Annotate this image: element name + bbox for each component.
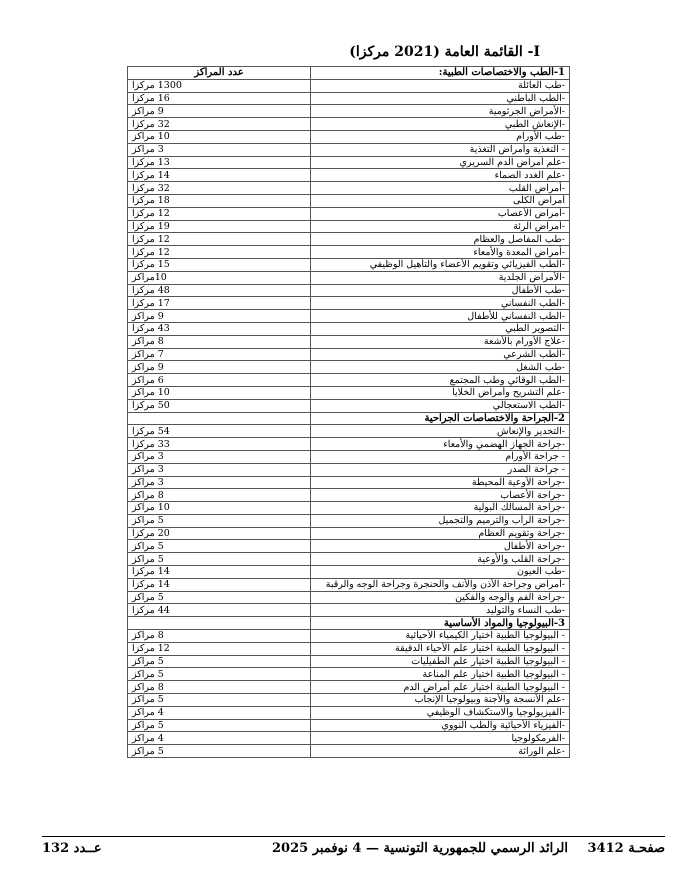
table-row — [128, 130, 570, 143]
specialty-name: - البيولوجيا الطبية اختيار علم الطفيليات — [311, 655, 570, 668]
table-row — [128, 105, 570, 118]
table-row — [128, 540, 570, 553]
center-count: 5 مراكز — [128, 540, 311, 553]
specialty-name: -جراحة الأطفال — [311, 540, 570, 553]
center-count: 8 مراكز — [128, 630, 311, 643]
table-row — [128, 630, 570, 643]
center-count: 3 مراكز — [128, 476, 311, 489]
specialty-name: -طب الشغل — [311, 361, 570, 374]
specialty-name: -أمراض الأعصاب — [311, 207, 570, 220]
specialty-name: -الفيزيولوجيا والاستكشاف الوظيفي — [311, 706, 570, 719]
center-count: 14 مركزا — [128, 169, 311, 182]
center-count: 10 مراكز — [128, 130, 311, 143]
table-row — [128, 386, 570, 399]
center-count: 5 مراكز — [128, 655, 311, 668]
center-count: 5 مراكز — [128, 591, 311, 604]
table-row — [128, 450, 570, 463]
specialty-name: -جراحة القلب والأوعية — [311, 553, 570, 566]
center-count: 9 مراكز — [128, 105, 311, 118]
center-count: 15 مركزا — [128, 258, 311, 271]
center-count: 5 مراكز — [128, 719, 311, 732]
page-heading: I- القائمة العامة (2021 مركزا) — [349, 44, 540, 60]
specialty-name: -الفرمكولوجيا — [311, 732, 570, 745]
table-row — [128, 578, 570, 591]
specialty-name: -جراحة الفم والوجه والفكين — [311, 591, 570, 604]
center-count: 5 مراكز — [128, 668, 311, 681]
specialty-name: -الفيزياء الأحيائية والطب النووي — [311, 719, 570, 732]
specialty-name: -الطب الشرعي — [311, 348, 570, 361]
page-footer — [42, 841, 665, 861]
footer-issue-number: عــدد 132 — [42, 841, 102, 856]
table-row — [128, 668, 570, 681]
specialty-name: -التخدير والإنعاش — [311, 425, 570, 438]
center-count: 12 مركزا — [128, 233, 311, 246]
center-count: 3 مراكز — [128, 450, 311, 463]
specialty-name: -أمراض القلب — [311, 182, 570, 195]
center-count: 50 مركزا — [128, 399, 311, 412]
table-row — [128, 694, 570, 707]
table-row — [128, 297, 570, 310]
center-count: 9 مراكز — [128, 361, 311, 374]
specialty-name: -علم الوراثة — [311, 745, 570, 758]
table-row — [128, 706, 570, 719]
specialty-name: -الطب الفيزيائي وتقويم الأعضاء والتأهيل الوظيفي — [311, 258, 570, 271]
table-row — [128, 182, 570, 195]
table-row — [128, 489, 570, 502]
table-row — [128, 527, 570, 540]
table-row — [128, 220, 570, 233]
specialty-name: - البيولوجيا الطبية اختيار علم أمراض الدم — [311, 681, 570, 694]
specialty-name: -علم أمراض الدم السريري — [311, 156, 570, 169]
table-row — [128, 438, 570, 451]
specialty-name: -أمراض المعدة والأمعاء — [311, 246, 570, 259]
center-count: 10 مراكز — [128, 386, 311, 399]
table-row — [128, 284, 570, 297]
section-title: 2-الجراحة والاختصاصات الجراحية — [311, 412, 570, 425]
table-row — [128, 335, 570, 348]
specialty-name: - جراحة الصدر — [311, 463, 570, 476]
table-row — [128, 681, 570, 694]
specialty-name: -جراحة الجهاز الهضمي والأمعاء — [311, 438, 570, 451]
section-title: 3-البيولوجيا والمواد الأساسية — [311, 617, 570, 630]
center-count: 9 مراكز — [128, 310, 311, 323]
specialty-name: -الطب الاستعجالي — [311, 399, 570, 412]
specialty-name: -أمراض وجراحة الأذن والأنف والحنجرة وجراحة الوجه والرقبة — [311, 578, 570, 591]
table-row — [128, 399, 570, 412]
specialty-name: -طب الأورام — [311, 130, 570, 143]
table-row — [128, 553, 570, 566]
centers-table — [127, 66, 570, 758]
center-count: 7 مراكز — [128, 348, 311, 361]
center-count: 8 مراكز — [128, 335, 311, 348]
center-count: 12 مركزا — [128, 207, 311, 220]
table-row — [128, 476, 570, 489]
center-count: 6 مراكز — [128, 374, 311, 387]
table-header-row — [128, 67, 570, 80]
table-row — [128, 425, 570, 438]
table-row — [128, 143, 570, 156]
table-row — [128, 271, 570, 284]
center-count: 10مراكز — [128, 271, 311, 284]
specialty-name: -علاج الأورام بالأشعة — [311, 335, 570, 348]
table-row — [128, 322, 570, 335]
table-row — [128, 463, 570, 476]
center-count: 13 مركزا — [128, 156, 311, 169]
specialty-name: - البيولوجيا الطبية اختيار علم الأحياء الدقيقة — [311, 642, 570, 655]
specialty-name: -الطب الوقائي وطب المجتمع — [311, 374, 570, 387]
table-row — [128, 246, 570, 259]
table-row — [128, 92, 570, 105]
center-count: 10 مراكز — [128, 502, 311, 515]
center-count: 5 مراكز — [128, 745, 311, 758]
table-row — [128, 604, 570, 617]
table-row — [128, 310, 570, 323]
specialty-name: -طب العيون — [311, 566, 570, 579]
center-count: 5 مراكز — [128, 694, 311, 707]
specialty-name: -جراحة الأوعية المحيطة — [311, 476, 570, 489]
table-row — [128, 156, 570, 169]
specialty-name: -طب العائلة — [311, 79, 570, 92]
center-count: 18 مركزا — [128, 194, 311, 207]
table-row — [128, 502, 570, 515]
specialty-name: أمراض الكلى — [311, 194, 570, 207]
table-row — [128, 361, 570, 374]
table-row — [128, 655, 570, 668]
center-count: 12 مركزا — [128, 642, 311, 655]
center-count: 8 مراكز — [128, 681, 311, 694]
specialty-name: -الطب الباطني — [311, 92, 570, 105]
center-count: 3 مراكز — [128, 463, 311, 476]
center-count: 48 مركزا — [128, 284, 311, 297]
specialty-name: -طب المفاصل والعظام — [311, 233, 570, 246]
specialty-name: -الأمراض الجلدية — [311, 271, 570, 284]
center-count: 44 مركزا — [128, 604, 311, 617]
center-count: 43 مركزا — [128, 322, 311, 335]
table-row — [128, 374, 570, 387]
center-count: 8 مراكز — [128, 489, 311, 502]
center-count: 5 مراكز — [128, 514, 311, 527]
table-row — [128, 233, 570, 246]
center-count: 14 مركزا — [128, 578, 311, 591]
center-count: 19 مركزا — [128, 220, 311, 233]
specialty-name: -طب النساء والتوليد — [311, 604, 570, 617]
center-count: 4 مراكز — [128, 706, 311, 719]
specialty-name: - جراحة الأورام — [311, 450, 570, 463]
center-count: 5 مراكز — [128, 553, 311, 566]
footer-page-number: صفحـة 3412 — [587, 841, 665, 856]
column-header-specialty: 1-الطب والاختصاصات الطبية: — [311, 67, 570, 80]
specialty-name: -علم الغدد الصماء — [311, 169, 570, 182]
specialty-name: - البيولوجيا الطبية اختيار الكيمياء الأحيائية — [311, 630, 570, 643]
table-row — [128, 745, 570, 758]
specialty-name: -علم التشريح وأمراض الخلايا — [311, 386, 570, 399]
table-row — [128, 348, 570, 361]
table-row — [128, 169, 570, 182]
specialty-name: -الطب النفساني للأطفال — [311, 310, 570, 323]
specialty-name: -أمراض الرئة — [311, 220, 570, 233]
specialty-name: -الطب النفساني — [311, 297, 570, 310]
table-row — [128, 591, 570, 604]
table-row — [128, 642, 570, 655]
specialty-name: -جراحة المسالك البولية — [311, 502, 570, 515]
table-row — [128, 514, 570, 527]
specialty-name: -الأمراض الجرثومية — [311, 105, 570, 118]
table-row — [128, 566, 570, 579]
center-count: 54 مركزا — [128, 425, 311, 438]
table-row — [128, 79, 570, 92]
center-count: 14 مركزا — [128, 566, 311, 579]
section-row — [128, 412, 570, 425]
footer-journal-title: الرائد الرسمي للجمهورية التونسية — 4 نوفمبر 2025 — [272, 841, 568, 856]
center-count: 33 مركزا — [128, 438, 311, 451]
table-row — [128, 719, 570, 732]
column-header-count: عدد المراكز — [128, 67, 311, 80]
center-count — [128, 412, 311, 425]
specialty-name: -جراحة الأعصاب — [311, 489, 570, 502]
center-count: 1300 مركزا — [128, 79, 311, 92]
specialty-name: -طب الأطفال — [311, 284, 570, 297]
footer-divider — [42, 836, 665, 837]
center-count: 16 مركزا — [128, 92, 311, 105]
center-count: 32 مركزا — [128, 118, 311, 131]
specialty-name: -الإنعاش الطبي — [311, 118, 570, 131]
specialty-name: - البيولوجيا الطبية اختيار علم المناعة — [311, 668, 570, 681]
center-count: 12 مركزا — [128, 246, 311, 259]
table-row — [128, 207, 570, 220]
specialty-name: -جراحة الرأب والترميم والتجميل — [311, 514, 570, 527]
section-row — [128, 617, 570, 630]
center-count: 17 مركزا — [128, 297, 311, 310]
table-row — [128, 258, 570, 271]
table-row — [128, 118, 570, 131]
center-count — [128, 617, 311, 630]
specialty-name: -التصوير الطبي — [311, 322, 570, 335]
center-count: 20 مركزا — [128, 527, 311, 540]
table-row — [128, 194, 570, 207]
specialty-name: -علم الأنسجة والأجنة وبيولوجيا الإنجاب — [311, 694, 570, 707]
specialty-name: - التغذية وأمراض التغذية — [311, 143, 570, 156]
table-row — [128, 732, 570, 745]
center-count: 4 مراكز — [128, 732, 311, 745]
specialty-name: -جراحة وتقويم العظام — [311, 527, 570, 540]
center-count: 3 مراكز — [128, 143, 311, 156]
center-count: 32 مركزا — [128, 182, 311, 195]
